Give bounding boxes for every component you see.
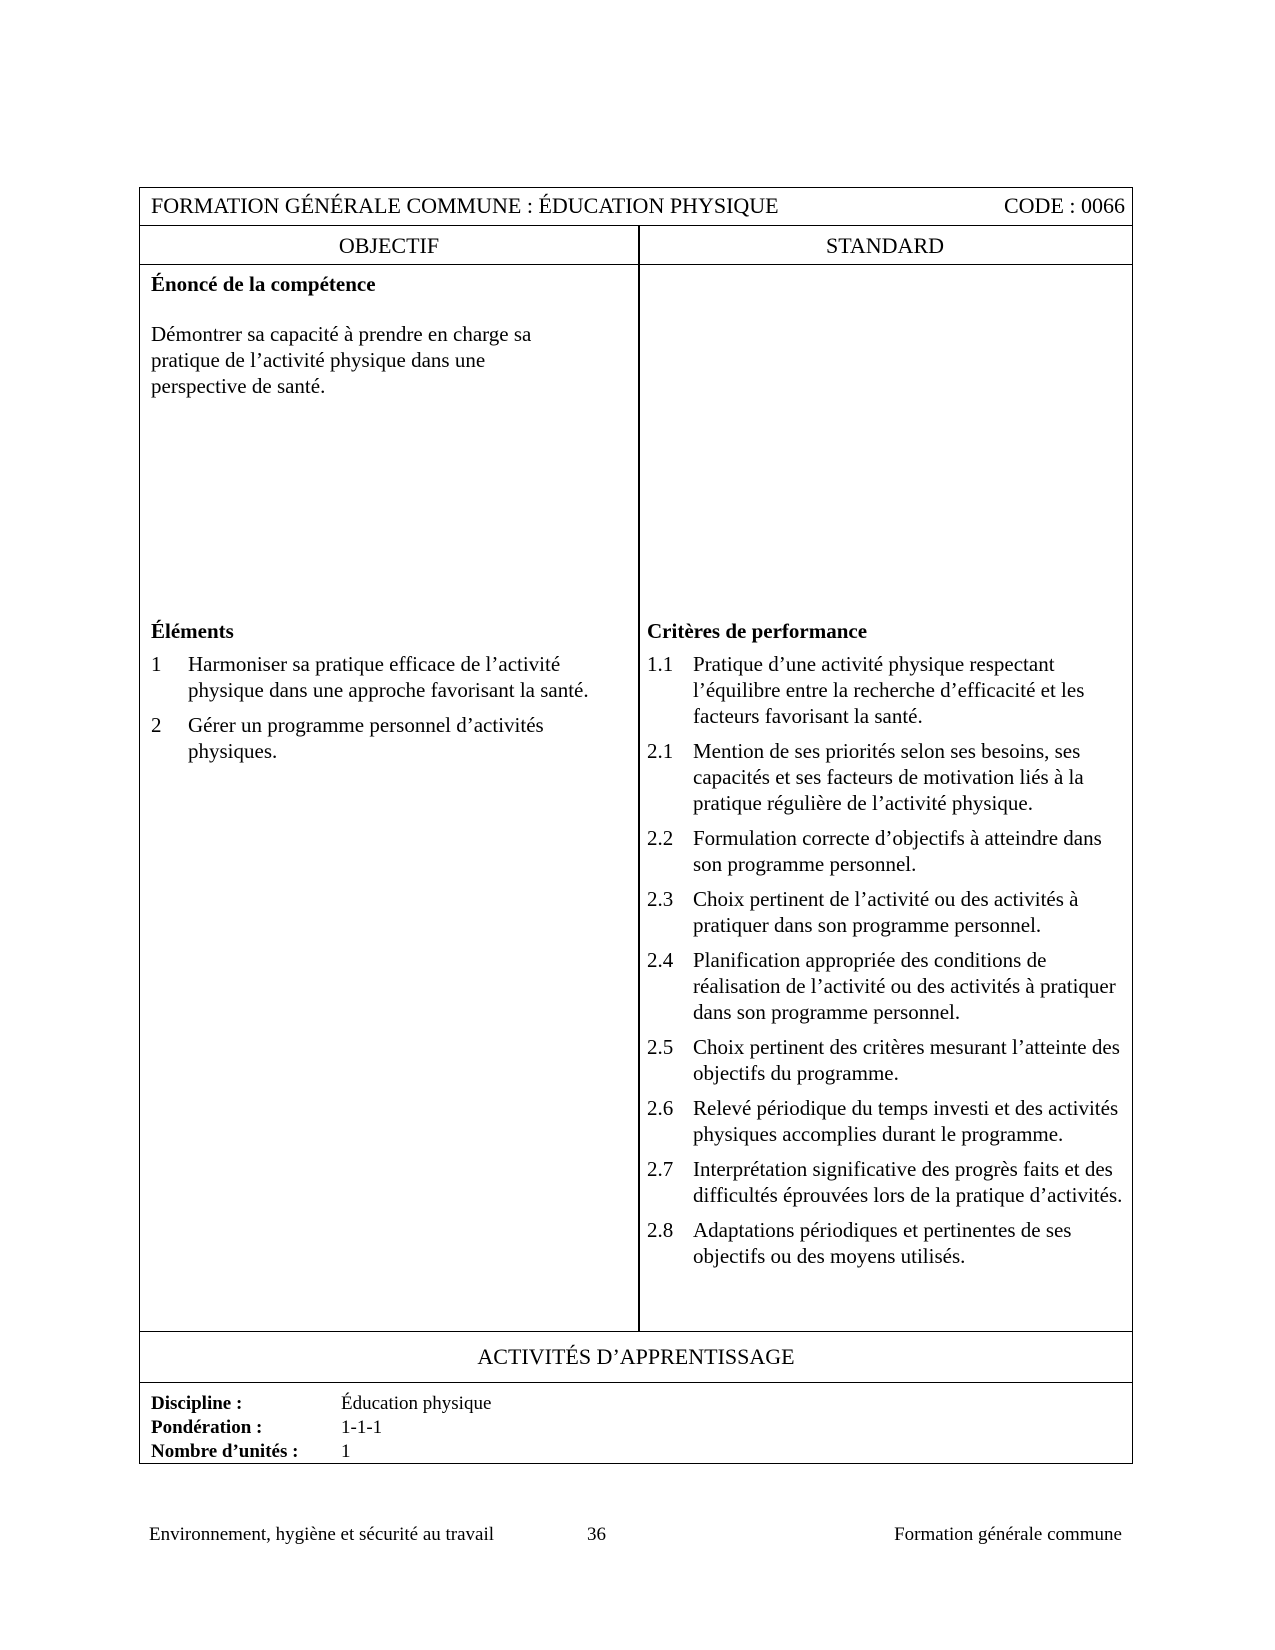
discipline-label: Discipline : bbox=[151, 1393, 243, 1414]
enonce-text: Démontrer sa capacité à prendre en charge sa pratique de l’activité physique dans une perspective de santé. bbox=[151, 322, 532, 398]
footer-right: Formation générale commune bbox=[894, 1524, 1122, 1545]
critere-text: Planification appropriée des conditions de réalisation de l’activité ou des activités à pratiquer dans son programme personnel. bbox=[693, 948, 1116, 1024]
element-number: 1 bbox=[151, 652, 162, 676]
element-item bbox=[151, 651, 621, 703]
activites-header: ACTIVITÉS D’APPRENTISSAGE bbox=[140, 1331, 1132, 1383]
course-code: CODE : 0066 bbox=[1004, 193, 1125, 218]
critere-number: 2.1 bbox=[647, 739, 674, 763]
critere-text: Choix pertinent des critères mesurant l’atteinte des objectifs du programme. bbox=[693, 1035, 1120, 1085]
competency-table bbox=[139, 187, 1133, 1464]
elements-title: Éléments bbox=[151, 619, 234, 643]
critere-item bbox=[647, 1095, 1125, 1147]
critere-text: Formulation correcte d’objectifs à atteindre dans son programme personnel. bbox=[693, 826, 1102, 876]
footer-left: Environnement, hygiène et sécurité au travail bbox=[149, 1524, 495, 1545]
discipline-value: Éducation physique bbox=[341, 1393, 492, 1414]
element-text: Gérer un programme personnel d’activités physiques. bbox=[188, 713, 544, 763]
critere-number: 2.3 bbox=[647, 887, 674, 911]
critere-number: 2.5 bbox=[647, 1035, 674, 1059]
critere-number: 2.2 bbox=[647, 826, 674, 850]
critere-item bbox=[647, 947, 1125, 1025]
page-number: 36 bbox=[587, 1524, 606, 1545]
critere-item bbox=[647, 1156, 1125, 1208]
critere-number: 2.6 bbox=[647, 1096, 674, 1120]
elements-list bbox=[151, 651, 621, 773]
critere-number: 2.7 bbox=[647, 1157, 674, 1181]
column-divider bbox=[638, 226, 640, 1331]
critere-number: 1.1 bbox=[647, 652, 674, 676]
unites-value: 1 bbox=[341, 1441, 351, 1462]
critere-text: Pratique d’une activité physique respectant l’équilibre entre la recherche d’efficacité et les facteurs favorisant la santé. bbox=[693, 652, 1085, 728]
critere-text: Interprétation significative des progrès faits et des difficultés éprouvées lors de la pratique d’activités. bbox=[693, 1157, 1123, 1207]
critere-item bbox=[647, 886, 1125, 938]
critere-number: 2.8 bbox=[647, 1218, 674, 1242]
critere-text: Adaptations périodiques et pertinentes de ses objectifs ou des moyens utilisés. bbox=[693, 1218, 1072, 1268]
critere-number: 2.4 bbox=[647, 948, 674, 972]
standard-column-header: STANDARD bbox=[638, 226, 1132, 265]
element-number: 2 bbox=[151, 713, 162, 737]
ponderation-value: 1-1-1 bbox=[341, 1417, 383, 1438]
critere-item bbox=[647, 1034, 1125, 1086]
objectif-column-header: OBJECTIF bbox=[140, 226, 638, 265]
critere-item bbox=[647, 651, 1125, 729]
critere-item bbox=[647, 1217, 1125, 1269]
unites-label: Nombre d’unités : bbox=[151, 1441, 299, 1462]
table-header bbox=[140, 188, 1132, 226]
element-item bbox=[151, 712, 621, 764]
criteres-title: Critères de performance bbox=[647, 619, 868, 643]
ponderation-label: Pondération : bbox=[151, 1417, 263, 1438]
critere-text: Mention de ses priorités selon ses besoins, ses capacités et ses facteurs de motivation liés à la pratique régulière de l’activité physique. bbox=[693, 739, 1084, 815]
element-text: Harmoniser sa pratique efficace de l’activité physique dans une approche favorisant la santé. bbox=[188, 652, 589, 702]
criteres-list bbox=[647, 651, 1125, 1278]
critere-text: Relevé périodique du temps investi et des activités physiques accomplies durant le programme. bbox=[693, 1096, 1119, 1146]
critere-item bbox=[647, 738, 1125, 816]
critere-item bbox=[647, 825, 1125, 877]
critere-text: Choix pertinent de l’activité ou des activités à pratiquer dans son programme personnel. bbox=[693, 887, 1079, 937]
table-title: FORMATION GÉNÉRALE COMMUNE : ÉDUCATION PHYSIQUE bbox=[151, 193, 779, 218]
enonce-title: Énoncé de la compétence bbox=[151, 272, 376, 296]
